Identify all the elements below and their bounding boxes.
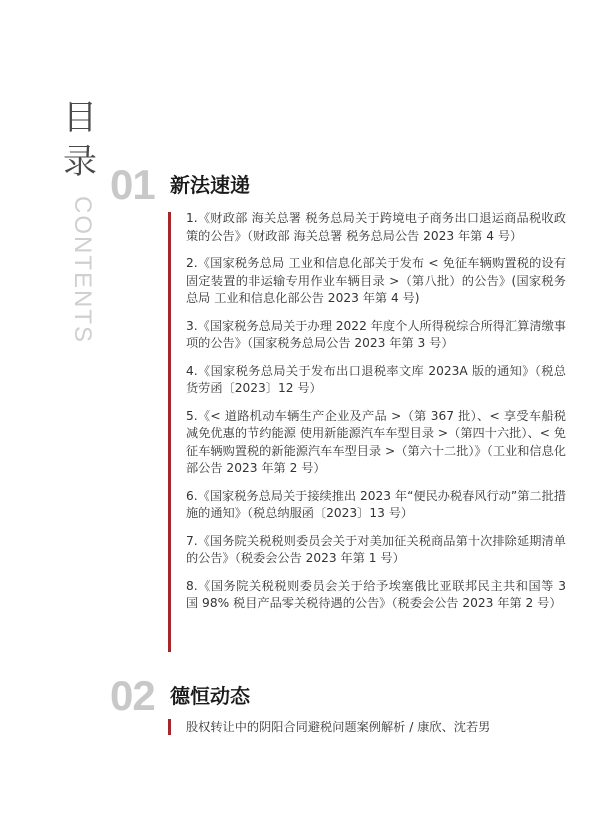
section-1-accent-bar bbox=[168, 212, 171, 652]
toc-title-en: CONTENTS bbox=[69, 196, 96, 344]
section-1-number: 01 bbox=[110, 161, 155, 208]
section-2-accent-bar bbox=[168, 719, 171, 735]
toc-entry-6[interactable]: 6.《国家税务总局关于接续推出 2023 年“便民办税春风行动”第二批措施的通知》（税总纳服函〔2023〕13 号） bbox=[186, 488, 566, 520]
toc-entry-5[interactable]: 5.《< 道路机动车辆生产企业及产品 >（第 367 批）、< 享受车船税减免优惠的节约能源 使用新能源汽车车型目录 >（第四十六批）、< 免征车辆购置税的新能源汽车车型目录 >（第六十二批）》（工业和信息化部公告 2023 年第 2 号） bbox=[186, 408, 566, 475]
section-2-number: 02 bbox=[110, 672, 155, 719]
section-1-title: 新法速递 bbox=[170, 173, 250, 197]
toc-title-char-1: 目 bbox=[63, 98, 97, 138]
toc-title-char-2: 录 bbox=[63, 142, 97, 182]
section-1-list bbox=[186, 210, 566, 623]
toc-entry-1[interactable]: 1.《财政部 海关总署 税务总局关于跨境电子商务出口退运商品税收政策的公告》（财政部 海关总署 税务总局公告 2023 年第 4 号） bbox=[186, 211, 566, 243]
toc-entry-8[interactable]: 8.《国务院关税税则委员会关于给予埃塞俄比亚联邦民主共和国等 3 国 98% 税目产品零关税待遇的公告》（税委会公告 2023 年第 2 号） bbox=[186, 578, 566, 610]
toc-entry-7[interactable]: 7.《国务院关税税则委员会关于对美加征关税商品第十次排除延期清单的公告》（税委会公告 2023 年第 1 号） bbox=[186, 533, 566, 565]
toc-entry-section-2-1[interactable]: 股权转让中的阴阳合同避税问题案例解析 / 康欣、沈若男 bbox=[186, 720, 491, 734]
section-2-title: 德恒动态 bbox=[170, 684, 250, 708]
toc-entry-4[interactable]: 4.《国家税务总局关于发布出口退税率文库 2023A 版的通知》（税总货劳函〔2023〕12 号） bbox=[186, 363, 566, 395]
toc-entry-2[interactable]: 2.《国家税务总局 工业和信息化部关于发布 < 免征车辆购置税的设有固定装置的非运输专用作业车辆目录 >（第八批）的公告》(国家税务总局 工业和信息化部公告 2023 年第 4 号) bbox=[186, 256, 566, 305]
toc-entry-3[interactable]: 3.《国家税务总局关于办理 2022 年度个人所得税综合所得汇算清缴事项的公告》（国家税务总局公告 2023 年第 3 号） bbox=[186, 318, 566, 350]
toc-title bbox=[62, 96, 98, 344]
